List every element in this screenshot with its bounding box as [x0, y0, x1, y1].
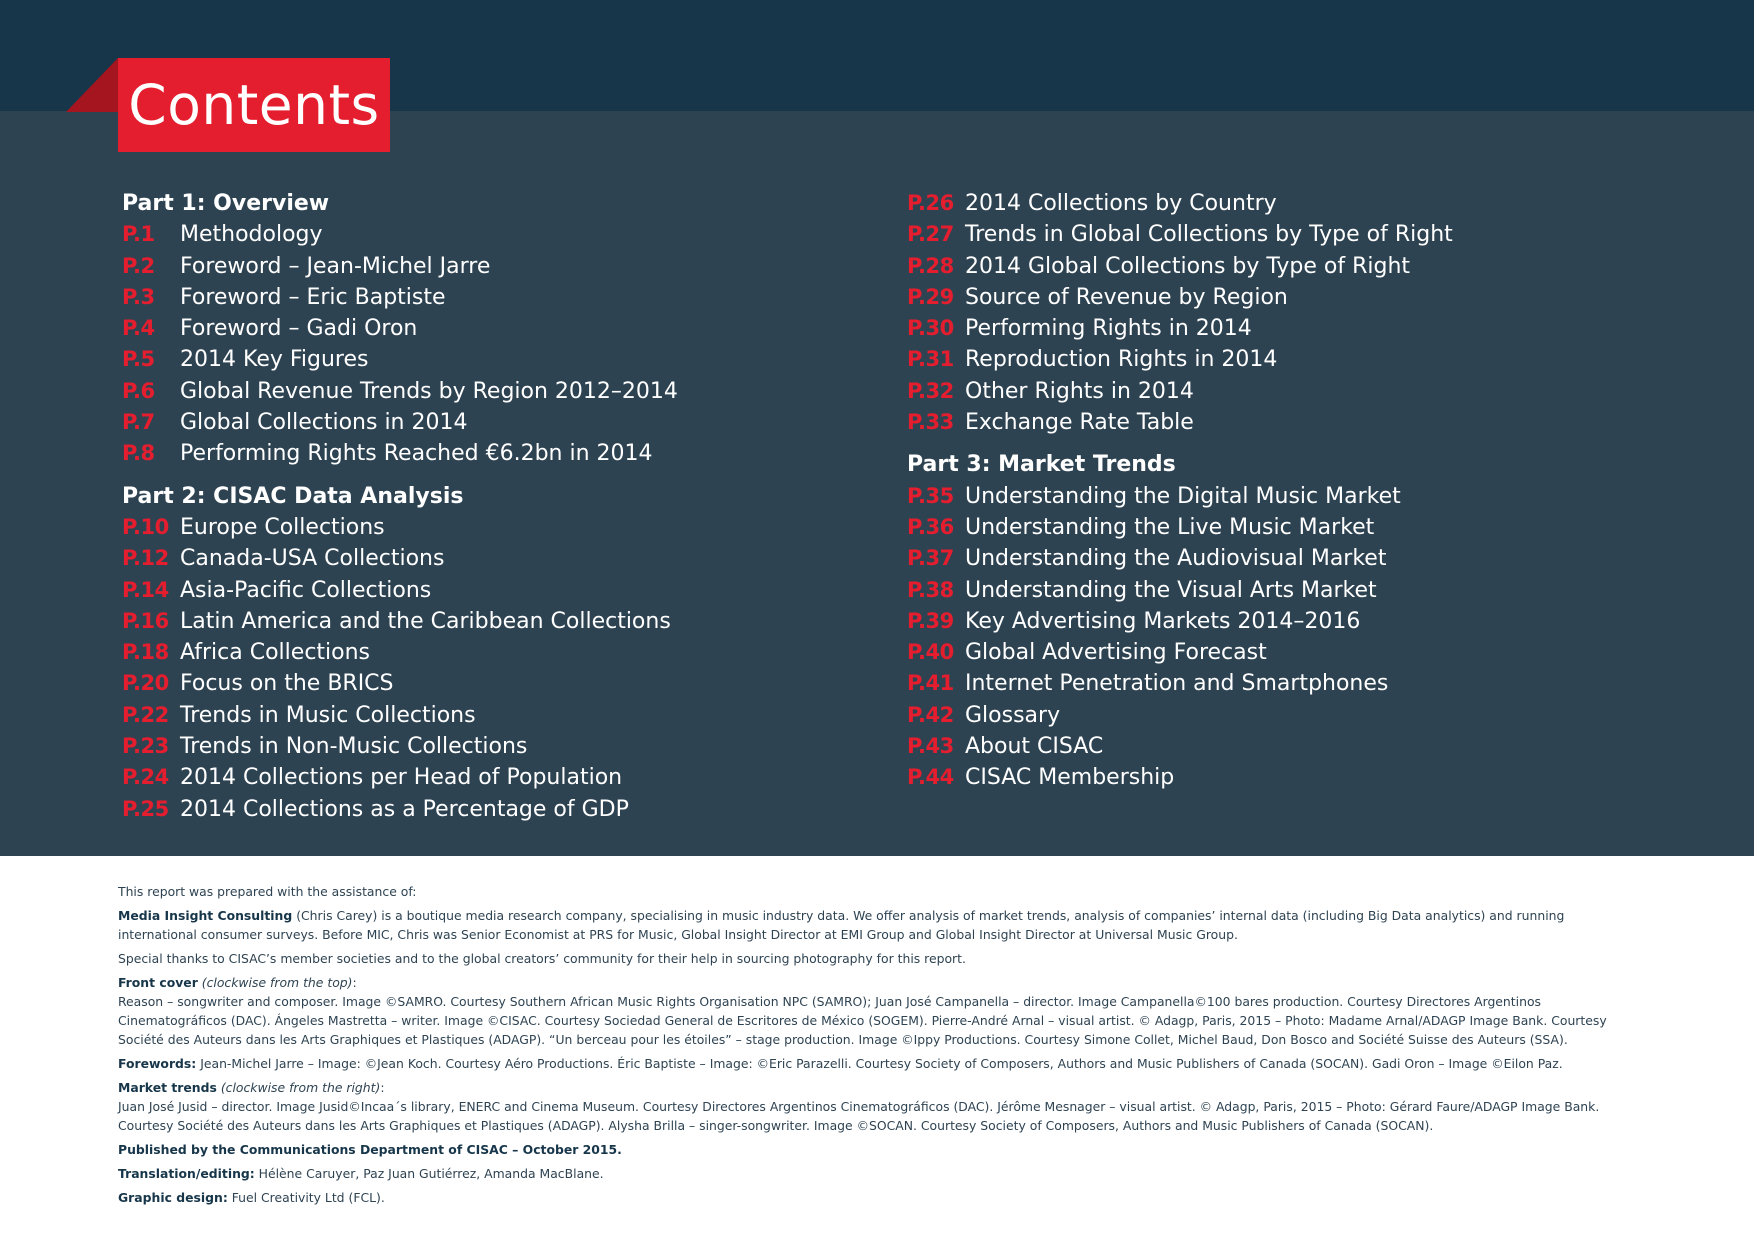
toc-entry-title: Understanding the Live Music Market [965, 514, 1375, 540]
toc-page-number: P.29 [907, 284, 954, 309]
toc-entry-title: Trends in Global Collections by Type of Right [965, 222, 1453, 248]
credits-front-cover-heading: Front cover (clockwise from the top): [118, 975, 357, 990]
toc-entry[interactable] [122, 606, 678, 637]
toc-entry[interactable] [907, 700, 1453, 731]
credits-published-text: Published by the Communications Department of CISAC – October 2015. [118, 1142, 622, 1157]
toc-entry[interactable] [122, 376, 678, 407]
credits-front-cover-note: (clockwise from the top) [201, 975, 353, 990]
toc-page-number: P.24 [122, 765, 169, 790]
toc-page-number: P.32 [907, 378, 954, 403]
toc-entry[interactable] [122, 282, 678, 313]
toc-entry-title: Asia-Pacific Collections [180, 577, 432, 603]
toc-entry-title: Internet Penetration and Smartphones [965, 671, 1389, 697]
toc-page-number: P.30 [907, 316, 954, 341]
toc-entry[interactable] [907, 481, 1453, 512]
toc-page-number: P.23 [122, 734, 169, 759]
credits-mic [118, 906, 1638, 944]
toc-page-number: P.4 [122, 316, 155, 341]
toc-page-number: P.3 [122, 284, 155, 309]
toc-entry-title: Global Revenue Trends by Region 2012–2014 [180, 378, 678, 404]
toc-entry[interactable] [122, 575, 678, 606]
credits-translation [118, 1164, 1638, 1183]
credits-published [118, 1140, 1638, 1159]
toc-entry[interactable] [122, 543, 678, 574]
credits-market-trends-heading: Market trends (clockwise from the right): [118, 1080, 385, 1095]
toc-entry[interactable] [907, 543, 1453, 574]
page-title: Contents [118, 58, 390, 152]
toc-entry[interactable] [907, 606, 1453, 637]
credits-forewords-label: Forewords: [118, 1056, 197, 1071]
toc-page-number: P.1 [122, 222, 155, 247]
toc-entry[interactable] [122, 731, 678, 762]
toc-entry[interactable] [907, 512, 1453, 543]
toc-left-column [122, 188, 678, 825]
toc-entry[interactable] [122, 219, 678, 250]
toc-entry-title: Performing Rights in 2014 [965, 316, 1252, 342]
toc-page-number: P.18 [122, 640, 169, 665]
toc-page-number: P.22 [122, 702, 169, 727]
toc-entry-title: Foreword – Gadi Oron [180, 316, 418, 342]
toc-entry[interactable] [122, 438, 678, 469]
toc-page-number: P.10 [122, 514, 169, 539]
toc-entry[interactable] [907, 188, 1453, 219]
toc-entry[interactable] [122, 700, 678, 731]
toc-entry[interactable] [907, 637, 1453, 668]
toc-entry[interactable] [122, 313, 678, 344]
credits-design [118, 1188, 1638, 1207]
toc-page-number: P.41 [907, 671, 954, 696]
credits-market-trends-label: Market trends [118, 1080, 217, 1095]
toc-entry-title: Latin America and the Caribbean Collections [180, 608, 671, 634]
toc-entry-title: Foreword – Eric Baptiste [180, 284, 446, 310]
credits-thanks: Special thanks to CISAC’s member societies and to the global creators’ community for their help in sourcing photography for this report. [118, 951, 966, 966]
toc-entry-title: Canada-USA Collections [180, 546, 445, 572]
credits-mic-label: Media Insight Consulting [118, 908, 293, 923]
toc-page-number: P.8 [122, 441, 155, 466]
toc-entry-title: Global Collections in 2014 [180, 410, 468, 436]
toc-entry-title: Focus on the BRICS [180, 671, 394, 697]
section-heading: Part 3: Market Trends [907, 452, 1176, 478]
credits-market-trends-note: (clockwise from the right) [220, 1080, 381, 1095]
toc-entry-title: Global Advertising Forecast [965, 640, 1267, 666]
toc-page-number: P.2 [122, 253, 155, 278]
toc-page-number: P.39 [907, 608, 954, 633]
toc-page-number: P.5 [122, 347, 155, 372]
toc-entry[interactable] [122, 637, 678, 668]
toc-entry-title: CISAC Membership [965, 765, 1175, 791]
toc-entry[interactable] [122, 668, 678, 699]
toc-page-number: P.31 [907, 347, 954, 372]
toc-page-number: P.28 [907, 253, 954, 278]
toc-entry-title: Europe Collections [180, 514, 385, 540]
toc-entry[interactable] [907, 251, 1453, 282]
toc-entry[interactable] [907, 668, 1453, 699]
toc-entry-title: Understanding the Digital Music Market [965, 483, 1401, 509]
toc-entry-title: Foreword – Jean-Michel Jarre [180, 253, 491, 279]
toc-page-number: P.44 [907, 765, 954, 790]
credits-forewords [118, 1054, 1638, 1073]
toc-page-number: P.36 [907, 514, 954, 539]
toc-entry-title: 2014 Collections per Head of Population [180, 765, 623, 791]
toc-entry[interactable] [907, 282, 1453, 313]
toc-entry-title: Africa Collections [180, 640, 371, 666]
toc-entry[interactable] [907, 313, 1453, 344]
toc-entry-title: Methodology [180, 222, 323, 248]
toc-entry[interactable] [122, 251, 678, 282]
toc-entry-title: 2014 Collections as a Percentage of GDP [180, 796, 629, 822]
toc-entry-title: Glossary [965, 702, 1061, 728]
toc-entry-title: Exchange Rate Table [965, 410, 1194, 436]
toc-entry-title: Source of Revenue by Region [965, 284, 1288, 310]
title-flag-accent [66, 58, 118, 112]
toc-entry-title: Performing Rights Reached €6.2bn in 2014 [180, 441, 653, 467]
toc-entry[interactable] [907, 219, 1453, 250]
toc-entry[interactable] [907, 575, 1453, 606]
credits-front-cover-label: Front cover [118, 975, 198, 990]
toc-entry-title: Trends in Non-Music Collections [180, 734, 528, 760]
toc-entry-title: Reproduction Rights in 2014 [965, 347, 1278, 373]
credits-mic-text: (Chris Carey) is a boutique media research company, specialising in music industry data. We offer analysis of market trends, analysis of companies’ internal data (including Big Data analytics) and running international consumer surveys. Before MIC, Chris was Senior Economist at PRS for Music, Global Insight Director at EMI Group and Global Insight Director at Universal Music Group. [118, 908, 1565, 942]
toc-page-number: P.6 [122, 378, 155, 403]
credits-section [118, 882, 1638, 1212]
toc-page-number: P.27 [907, 222, 954, 247]
toc-entry-title: 2014 Global Collections by Type of Right [965, 253, 1411, 279]
toc-entry-title: 2014 Collections by Country [965, 191, 1277, 216]
toc-entry-title: Other Rights in 2014 [965, 378, 1194, 404]
toc-entry[interactable] [122, 407, 678, 438]
credits-design-text: Fuel Creativity Ltd (FCL). [227, 1190, 385, 1205]
toc-entry-title: Key Advertising Markets 2014–2016 [965, 608, 1361, 634]
toc-entry[interactable] [907, 731, 1453, 762]
credits-translation-label: Translation/editing: [118, 1166, 255, 1181]
toc-page-number: P.42 [907, 702, 954, 727]
credits-intro: This report was prepared with the assistance of: [118, 884, 417, 899]
toc-page-number: P.12 [122, 546, 169, 571]
toc-entry[interactable] [122, 794, 678, 825]
toc-page-number: P.25 [122, 796, 169, 821]
toc-page-number: P.40 [907, 640, 954, 665]
toc-entry-title: Understanding the Audiovisual Market [965, 546, 1387, 572]
toc-right-column [907, 188, 1453, 794]
toc-entry[interactable] [122, 344, 678, 375]
toc-page-number: P.37 [907, 546, 954, 571]
toc-entry[interactable] [122, 512, 678, 543]
toc-entry-title: Trends in Music Collections [180, 702, 476, 728]
toc-entry[interactable] [907, 407, 1453, 438]
section-gap [907, 438, 1453, 449]
toc-page-number: P.43 [907, 734, 954, 759]
toc-entry[interactable] [907, 376, 1453, 407]
toc-page-number: P.33 [907, 410, 954, 435]
toc-entry-title: Understanding the Visual Arts Market [965, 577, 1377, 603]
credits-market-trends-text: Juan José Jusid – director. Image Jusid©Incaa´s library, ENERC and Cinema Museum. Courtesy Directores Argentinos Cinematográficos (DAC). Jérôme Mesnager – visual artist. © Adagp, Paris, 2015 – Photo: Gérard Faure/ADAGP Image Bank. Courtesy Société des Auteurs dans les Arts Graphiques et Plastiques (ADAGP). Alysha Brilla – singer-songwriter. Image ©SOCAN. Courtesy Society of Composers, Authors and Music Publishers of Canada (SOCAN). [118, 1099, 1600, 1133]
credits-forewords-text: Jean-Michel Jarre – Image: ©Jean Koch. Courtesy Aéro Productions. Éric Baptiste – Image: ©Eric Parazelli. Courtesy Society of Composers, Authors and Music Publishers of Canada (SOCAN). Gadi Oron – Image ©Eilon Paz. [196, 1056, 1563, 1071]
toc-page-number: P.26 [907, 191, 954, 215]
credits-translation-text: Hélène Caruyer, Paz Juan Gutiérrez, Amanda MacBlane. [254, 1166, 604, 1181]
toc-page-number: P.35 [907, 483, 954, 508]
section-heading: Part 1: Overview [122, 191, 330, 216]
toc-entry-title: 2014 Key Figures [180, 347, 369, 373]
toc-entry[interactable] [907, 344, 1453, 375]
toc-page-number: P.14 [122, 577, 169, 602]
section-heading: Part 2: CISAC Data Analysis [122, 483, 464, 509]
credits-front-cover-text: Reason – songwriter and composer. Image ©SAMRO. Courtesy Southern African Music Rights Organisation NPC (SAMRO); Juan José Campanella – director. Image Campanella©100 bares production. Courtesy Directores Argentinos Cinematográficos (DAC). Ángeles Mastretta – writer. Image ©CISAC. Courtesy Sociedad General de Escritores de México (SOGEM). Pierre-André Arnal – visual artist. © Adagp, Paris, 2015 – Photo: Madame Arnal/ADAGP Image Bank. Courtesy Société des Auteurs dans les Arts Graphiques et Plastiques (ADAGP). “Un berceau pour les étoiles” – stage production. Image ©Ippy Productions. Courtesy Simone Collet, Michel Baud, Don Bosco and Société Suisse des Auteurs (SSA). [118, 994, 1607, 1047]
credits-design-label: Graphic design: [118, 1190, 228, 1205]
toc-page-number: P.38 [907, 577, 954, 602]
toc-page-number: P.7 [122, 410, 155, 435]
toc-entry[interactable] [907, 762, 1453, 793]
toc-page-number: P.16 [122, 608, 169, 633]
toc-page-number: P.20 [122, 671, 169, 696]
toc-entry[interactable] [122, 762, 678, 793]
toc-entry-title: About CISAC [965, 734, 1104, 760]
section-gap [122, 470, 678, 481]
